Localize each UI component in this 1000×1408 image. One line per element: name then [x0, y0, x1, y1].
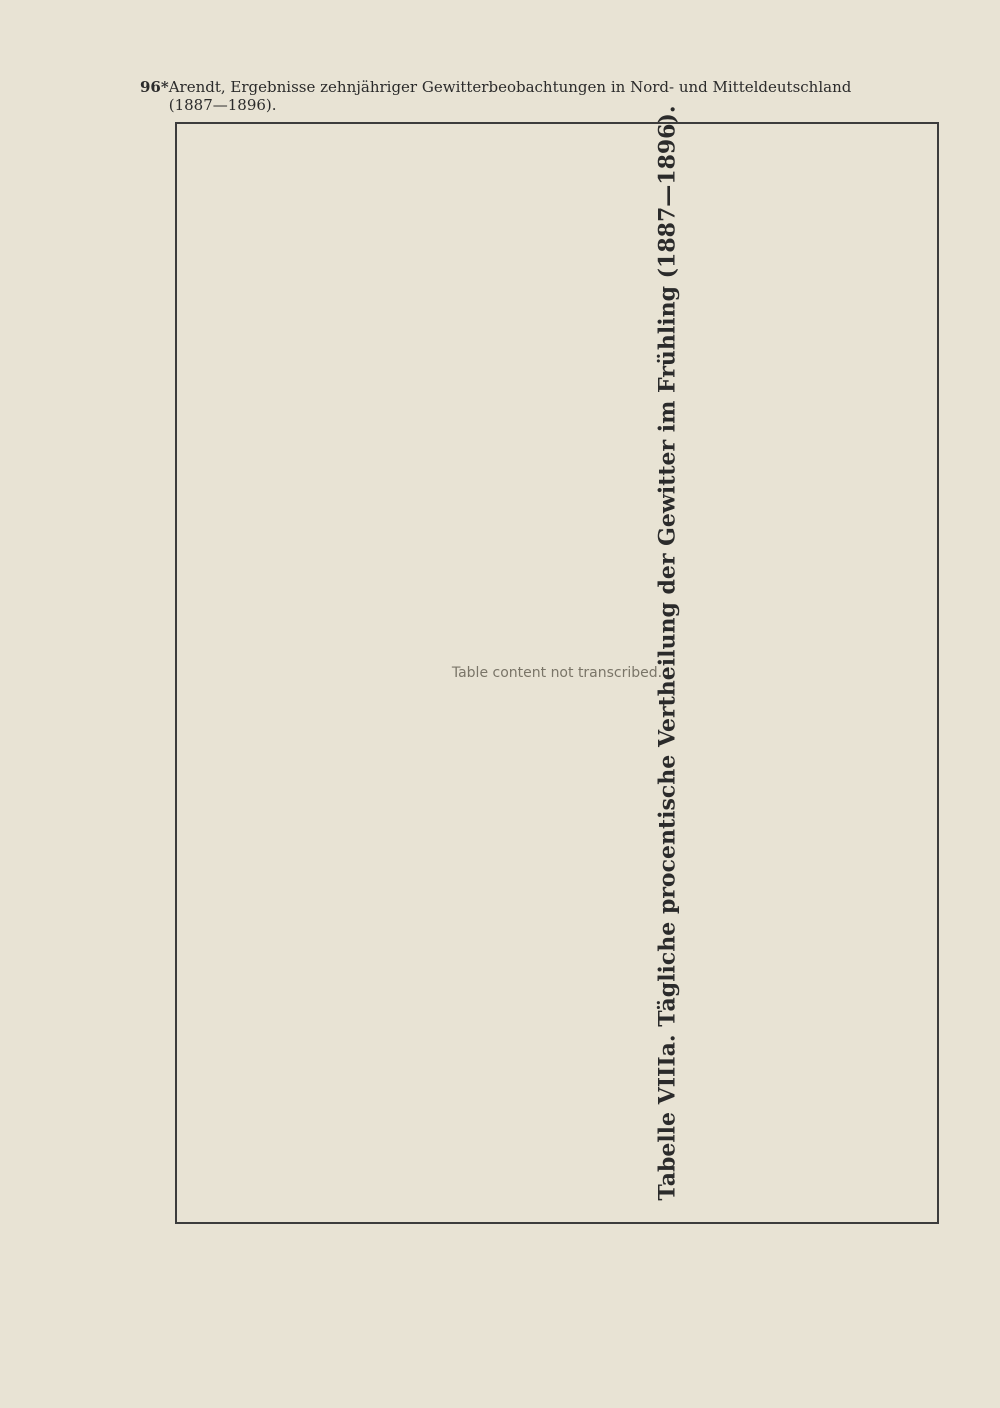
data-table-placeholder	[175, 122, 939, 1224]
page-number: 96*	[140, 78, 169, 96]
table-placeholder-note: Table content not transcribed.	[451, 665, 663, 681]
running-header-text: Arendt, Ergebnisse zehnjähriger Gewitterbeobachtungen in Nord- und Mitteldeutschland (1887—1896).	[168, 78, 852, 114]
table-title: Tabelle VIIIa. Tägliche procentische Vertheilung der Gewitter im Frühling (1887—1896).	[654, 105, 681, 1201]
running-header	[140, 78, 860, 114]
